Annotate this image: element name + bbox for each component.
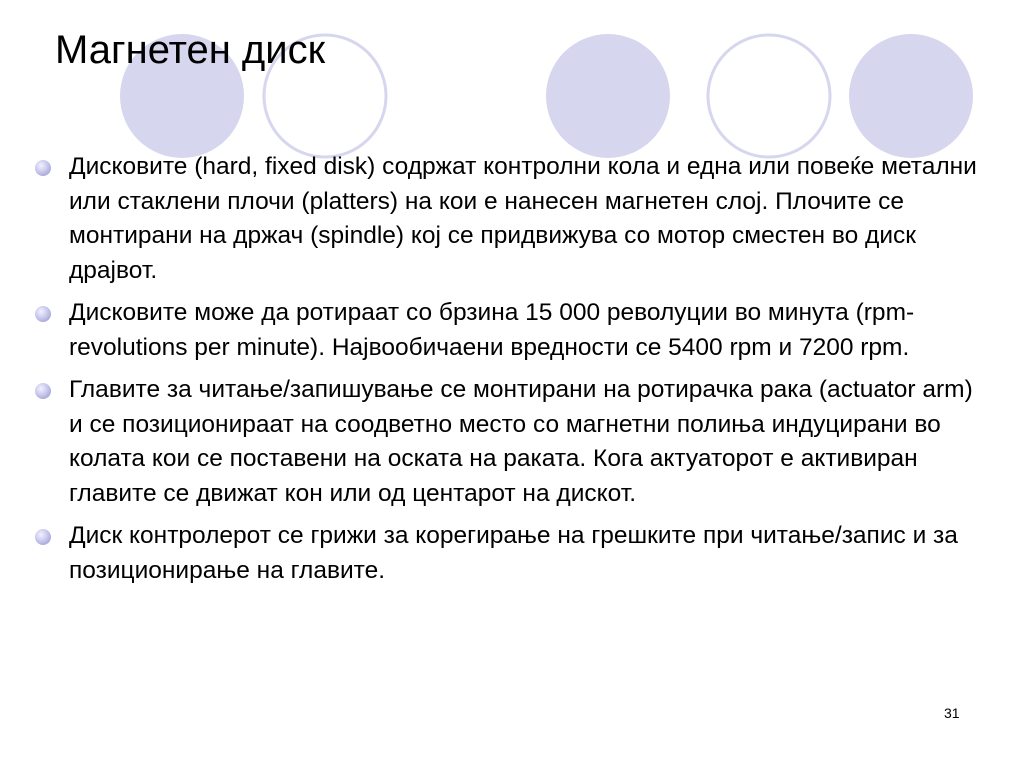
page-number: 31 — [944, 705, 960, 721]
decorative-circles — [0, 0, 1024, 160]
bullet-text: Дисковите (hard, fixed disk) содржат контролни кола и една или повеќе метални или стаклени плочи (platters) на кои е нанесен магнетен слој. Плочите се монтирани на држач (spindle) кој се придвижува со мотор сместен во диск драјвот. — [69, 153, 977, 284]
decorative-circle-filled — [849, 34, 973, 158]
bullet-icon — [35, 529, 51, 545]
decorative-circle-filled — [546, 34, 670, 158]
bullet-icon — [35, 160, 51, 176]
bullet-icon — [35, 383, 51, 399]
bullet-item — [33, 150, 993, 288]
bullet-text: Дисковите може да ротираат со брзина 15 000 револуции во минута (rpm-revolutions per minute). Највообичаени вредности се 5400 rpm и 7200 rpm. — [69, 299, 915, 361]
slide-title: Магнетен диск — [55, 28, 326, 72]
decorative-circle-outline — [708, 35, 830, 157]
bullet-item — [33, 373, 993, 511]
bullet-item — [33, 296, 993, 365]
bullet-list — [33, 150, 993, 596]
bullet-icon — [35, 306, 51, 322]
bullet-text: Диск контролерот се грижи за корегирање на грешките при читање/запис и за позиционирање на главите. — [69, 522, 958, 584]
bullet-item — [33, 519, 993, 588]
bullet-text: Главите за читање/запишување се монтирани на ротирачка рака (actuator arm) и се позиционираат на соодветно место со магнетни полиња индуцирани во колата кои се поставени на оската на раката. Кога актуаторот е активиран главите се движат кон или од центарот на дискот. — [69, 376, 973, 507]
